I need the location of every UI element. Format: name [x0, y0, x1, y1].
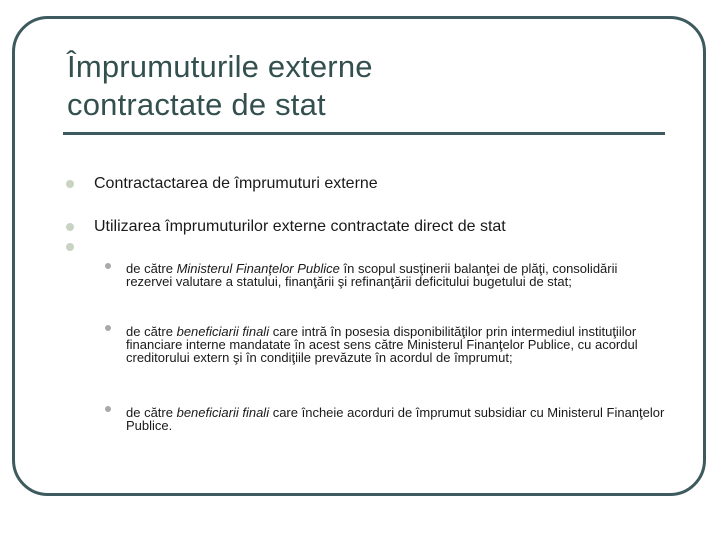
- sub-bullet-item-2: [126, 325, 666, 364]
- title-underline: [63, 132, 665, 135]
- sub-bullet-1-emphasis: Ministerul Finanţelor Publice: [176, 261, 340, 276]
- sub-bullet-2-suffix: care intră în posesia disponibilităţilor prin intermediul instituţiilor financiare interne mandatate în acest sens către Ministerul Finanţelor Publice, cu acordul creditorului extern şi în condiţiile prevăzute în acordul de împrumut;: [126, 324, 638, 365]
- sub-bullet-2-prefix: de către: [126, 324, 177, 339]
- sub-bullet-item-3: [126, 406, 666, 432]
- sub-bullet-1-suffix: în scopul susţinerii balanţei de plăţi, consolidării rezervei valutare a statului, finanţării şi refinanţării deficitului bugetului de stat;: [126, 261, 618, 289]
- bullet-dot-icon: [66, 223, 74, 231]
- sub-bullet-item-1: [126, 262, 666, 288]
- slide-title: [67, 48, 373, 124]
- sub-bullet-1-prefix: de către: [126, 261, 177, 276]
- sub-bullet-dot-icon: [105, 325, 111, 331]
- sub-bullet-3-prefix: de către: [126, 405, 177, 420]
- bullet-dot-icon: [66, 243, 74, 251]
- bullet-item-2: Utilizarea împrumuturilor externe contractate direct de stat: [94, 218, 506, 235]
- sub-bullet-3-suffix: care încheie acorduri de împrumut subsidiar cu Ministerul Finanţelor Publice.: [126, 405, 665, 433]
- slide-title-line-2: contractate de stat: [67, 87, 326, 122]
- slide-title-line-1: Împrumuturile externe: [67, 49, 373, 84]
- bullet-dot-icon: [66, 180, 74, 188]
- bullet-item-1: Contractactarea de împrumuturi externe: [94, 175, 378, 192]
- sub-bullet-dot-icon: [105, 263, 111, 269]
- sub-bullet-2-emphasis: beneficiarii finali: [176, 324, 270, 339]
- sub-bullet-dot-icon: [105, 406, 111, 412]
- sub-bullet-3-emphasis: beneficiarii finali: [176, 405, 270, 420]
